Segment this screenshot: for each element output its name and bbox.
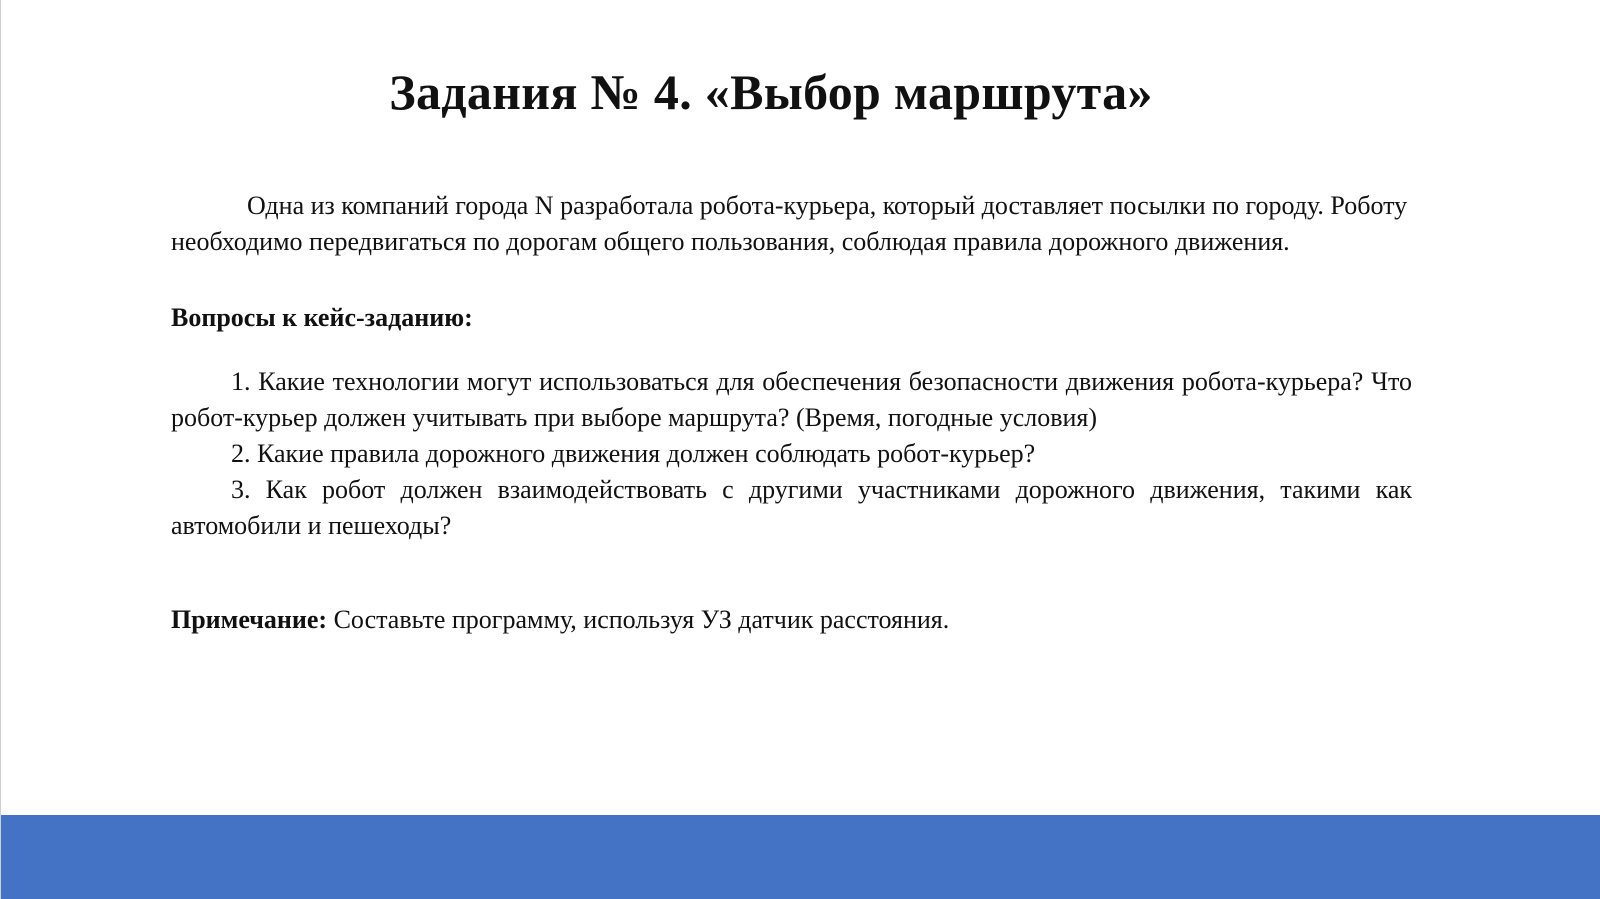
note-paragraph xyxy=(171,602,1412,638)
questions-heading: Вопросы к кейс-заданию: xyxy=(171,303,473,332)
question-list xyxy=(171,364,1412,544)
note-label: Примечание: xyxy=(171,605,328,634)
question-item: 2. Какие правила дорожного движения должен соблюдать робот-курьер? xyxy=(231,439,1036,468)
note-text: Составьте программу, используя УЗ датчик расстояния. xyxy=(327,605,950,634)
question-item: 3. Как робот должен взаимодействовать с другими участниками дорожного движения, такими как автомобили и пешеходы? xyxy=(171,475,1412,540)
slide-content xyxy=(171,188,1412,638)
intro-paragraph: Одна из компаний города N разработала робота-курьера, который доставляет посылки по городу. Роботу необходимо передвигаться по дорогам общего пользования, соблюдая правила дорожного движения. xyxy=(171,191,1408,256)
question-item: 1. Какие технологии могут использоваться для обеспечения безопасности движения робота-курьера? Что робот-курьер должен учитывать при выборе маршрута? (Время, погодные условия) xyxy=(171,367,1412,432)
footer-bar xyxy=(1,815,1600,899)
slide-title: Задания № 4. «Выбор маршрута» xyxy=(389,64,1153,120)
